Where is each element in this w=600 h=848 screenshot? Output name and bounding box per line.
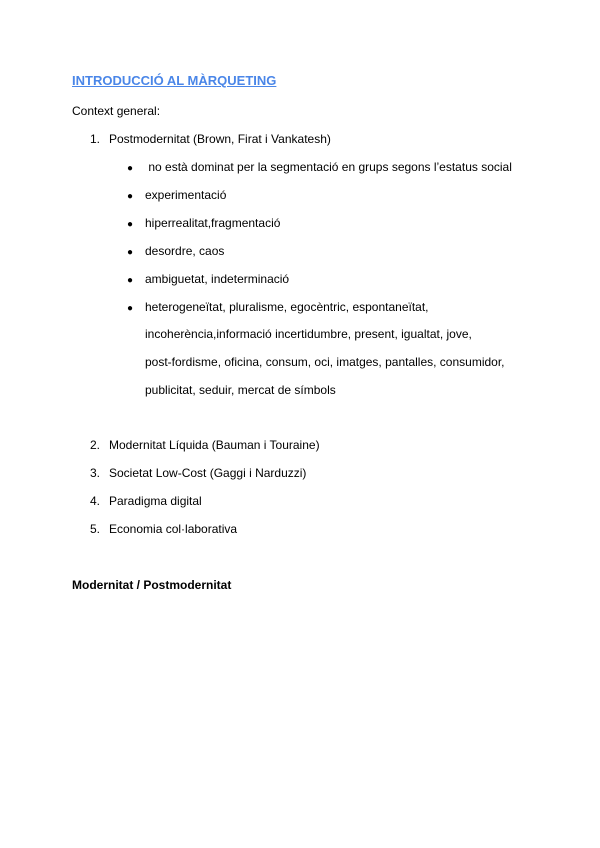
list-number: 2.: [90, 438, 101, 452]
bullet-icon: ●: [127, 247, 134, 258]
bullet-item: [127, 243, 224, 261]
list-item: [90, 437, 320, 453]
list-number: 4.: [90, 494, 101, 508]
list-text: Economia col·laborativa: [109, 522, 238, 536]
bullet-text: hiperrealitat,fragmentació: [145, 216, 281, 230]
bullet-text: no està dominat per la segmentació en grups segons l’estatus social: [145, 160, 512, 174]
context-label: Context general:: [72, 104, 161, 118]
list-text: Postmodernitat (Brown, Firat i Vankatesh): [109, 132, 331, 146]
bullet-icon: ●: [127, 219, 134, 230]
bullet-text: heterogeneïtat, pluralisme, egocèntric, espontaneïtat,: [145, 300, 429, 314]
section-heading: Modernitat / Postmodernitat: [72, 578, 232, 592]
bullet-icon: ●: [127, 191, 134, 202]
bullet-icon: ●: [127, 275, 134, 286]
list-text: Paradigma digital: [109, 494, 202, 508]
bullet-text: desordre, caos: [145, 244, 225, 258]
list-text: Modernitat Líquida (Bauman i Touraine): [109, 438, 320, 452]
bullet-item: [127, 215, 280, 233]
bullet-item: [127, 159, 512, 177]
bullet-item: [127, 271, 289, 289]
list-item: [90, 131, 331, 147]
document-title: INTRODUCCIÓ AL MÀRQUETING: [72, 73, 277, 88]
bullet-item: [127, 299, 429, 317]
list-item: [90, 493, 202, 509]
bullet-continuation: publicitat, seduir, mercat de símbols: [145, 383, 336, 397]
bullet-continuation: post-fordisme, oficina, consum, oci, imatges, pantalles, consumidor,: [145, 355, 505, 369]
bullet-text: ambiguetat, indeterminació: [145, 272, 290, 286]
bullet-continuation: incoherència,informació incertidumbre, present, igualtat, jove,: [145, 327, 472, 341]
list-number: 1.: [90, 132, 101, 146]
bullet-icon: ●: [127, 303, 134, 314]
bullet-icon: ●: [127, 163, 134, 174]
list-number: 3.: [90, 466, 101, 480]
list-number: 5.: [90, 522, 101, 536]
list-item: [90, 521, 237, 537]
list-item: [90, 465, 306, 481]
bullet-item: [127, 187, 226, 205]
bullet-text: experimentació: [145, 188, 227, 202]
list-text: Societat Low-Cost (Gaggi i Narduzzi): [109, 466, 307, 480]
